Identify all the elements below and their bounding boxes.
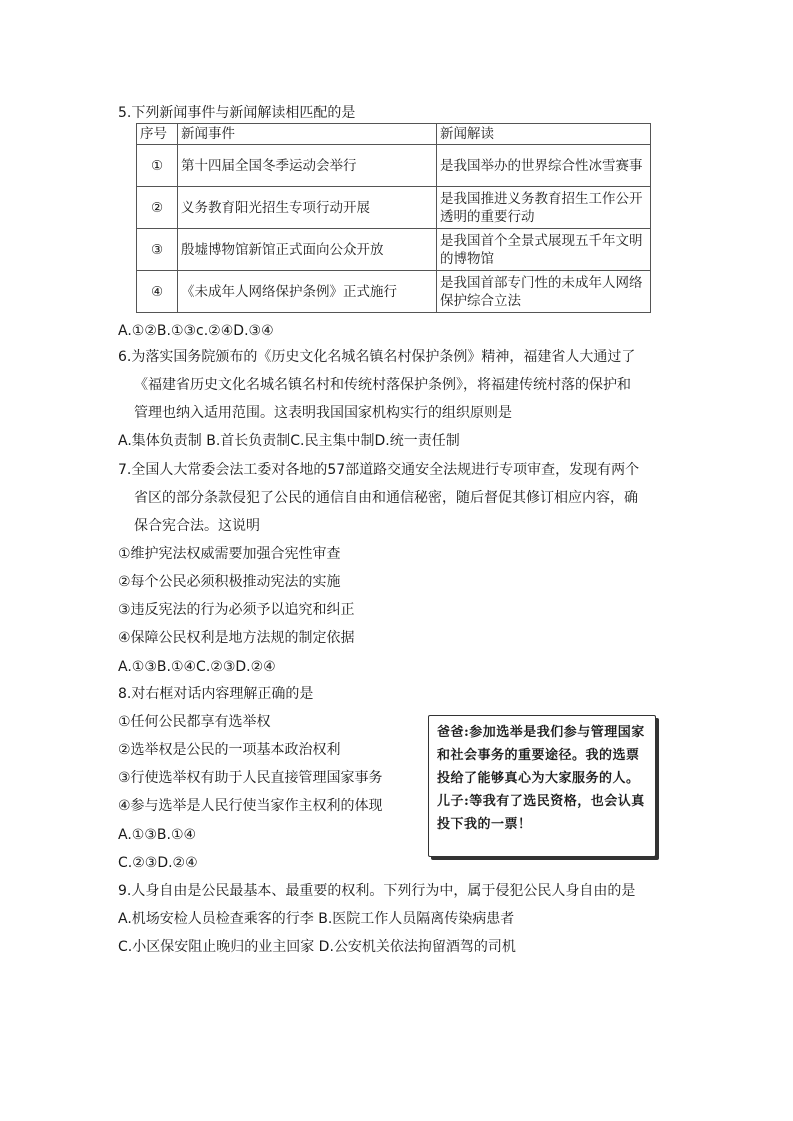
q8-item-2: ②选举权是公民的一项基本政治权利 [118,742,341,758]
row-event: 义务教育阳光招生专项行动开展 [178,187,437,229]
row-reading: 是我国举办的世界综合性冰雪赛事 [437,145,651,187]
row-num: ④ [137,271,178,313]
q8-options-2: C.②③D.②④ [118,855,198,871]
row-event: 殷墟博物馆新馆正式面向公众开放 [178,229,437,271]
q6-line3: 管理也纳入适用范围。这表明我国国家机构实行的组织原则是 [134,405,512,421]
header-reading: 新闻解读 [437,124,651,145]
q6-line2: 《福建省历史文化名城名镇名村和传统村落保护条例》，将福建传统村落的保护和 [134,377,631,393]
row-num: ③ [137,229,178,271]
table-row [137,229,651,271]
q9-options-1: A.机场安检人员检查乘客的行李 B.医院工作人员隔离传染病患者 [118,911,515,927]
q7-item-3: ③违反宪法的行为必须予以追究和纠正 [118,602,355,618]
row-event: 第十四届全国冬季运动会举行 [178,145,437,187]
news-table [136,123,651,313]
q7-options: A.①③B.①④C.②③D.②④ [118,659,276,675]
row-event: 《未成年人网络保护条例》正式施行 [178,271,437,313]
q8-item-4: ④参与选举是人民行使当家作主权利的体现 [118,798,383,814]
row-reading: 是我国首个全景式展现五千年文明的博物馆 [437,229,651,271]
table-row [137,145,651,187]
row-reading: 是我国首部专门性的未成年人网络保护综合立法 [437,271,651,313]
header-num: 序号 [137,124,178,145]
row-num: ② [137,187,178,229]
q6-line1: 6.为落实国务院颁布的《历史文化名城名镇名村保护条例》精神，福建省人大通过了 [118,349,636,365]
q9-title: 9.人身自由是公民最基本、最重要的权利。下列行为中，属于侵犯公民人身自由的是 [118,883,636,899]
q7-item-1: ①维护宪法权威需要加强合宪性审查 [118,546,341,562]
q6-options: A.集体负责制 B.首长负责制C.民主集中制D.统一责任制 [118,433,460,449]
row-num: ① [137,145,178,187]
table-row [137,271,651,313]
q7-item-4: ④保障公民权利是地方法规的制定依据 [118,630,355,646]
q7-line3: 保合宪合法。这说明 [134,518,260,534]
row-reading: 是我国推进义务教育招生工作公开透明的重要行动 [437,187,651,229]
q7-line2: 省区的部分条款侵犯了公民的通信自由和通信秘密，随后督促其修订相应内容，确 [134,490,638,506]
q8-item-1: ①任何公民都享有选举权 [118,714,271,730]
q7-line1: 7.全国人大常委会法工委对各地的57部道路交通安全法规进行专项审查，发现有两个 [118,462,640,478]
q8-options-1: A.①③B.①④ [118,827,197,843]
q5-title: 5.下列新闻事件与新闻解读相匹配的是 [118,105,356,121]
q8-title: 8.对右框对话内容理解正确的是 [118,686,314,702]
q8-item-3: ③行使选举权有助于人民直接管理国家事务 [118,770,383,786]
dialogue-text: 爸爸:参加选举是我们参与管理国家和社会事务的重要途径。我的选票投给了能够真心为大家服务的人。儿子:等我有了选民资格，也会认真投下我的一票！ [437,725,645,832]
table-header-row [137,124,651,145]
dialogue-box [428,715,656,857]
q5-options: A.①②B.①③c.②④D.③④ [118,323,274,339]
header-event: 新闻事件 [178,124,437,145]
q9-options-2: C.小区保安阻止晚归的业主回家 D.公安机关依法拘留酒驾的司机 [118,939,516,955]
q7-item-2: ②每个公民必须积极推动宪法的实施 [118,574,341,590]
table-row [137,187,651,229]
